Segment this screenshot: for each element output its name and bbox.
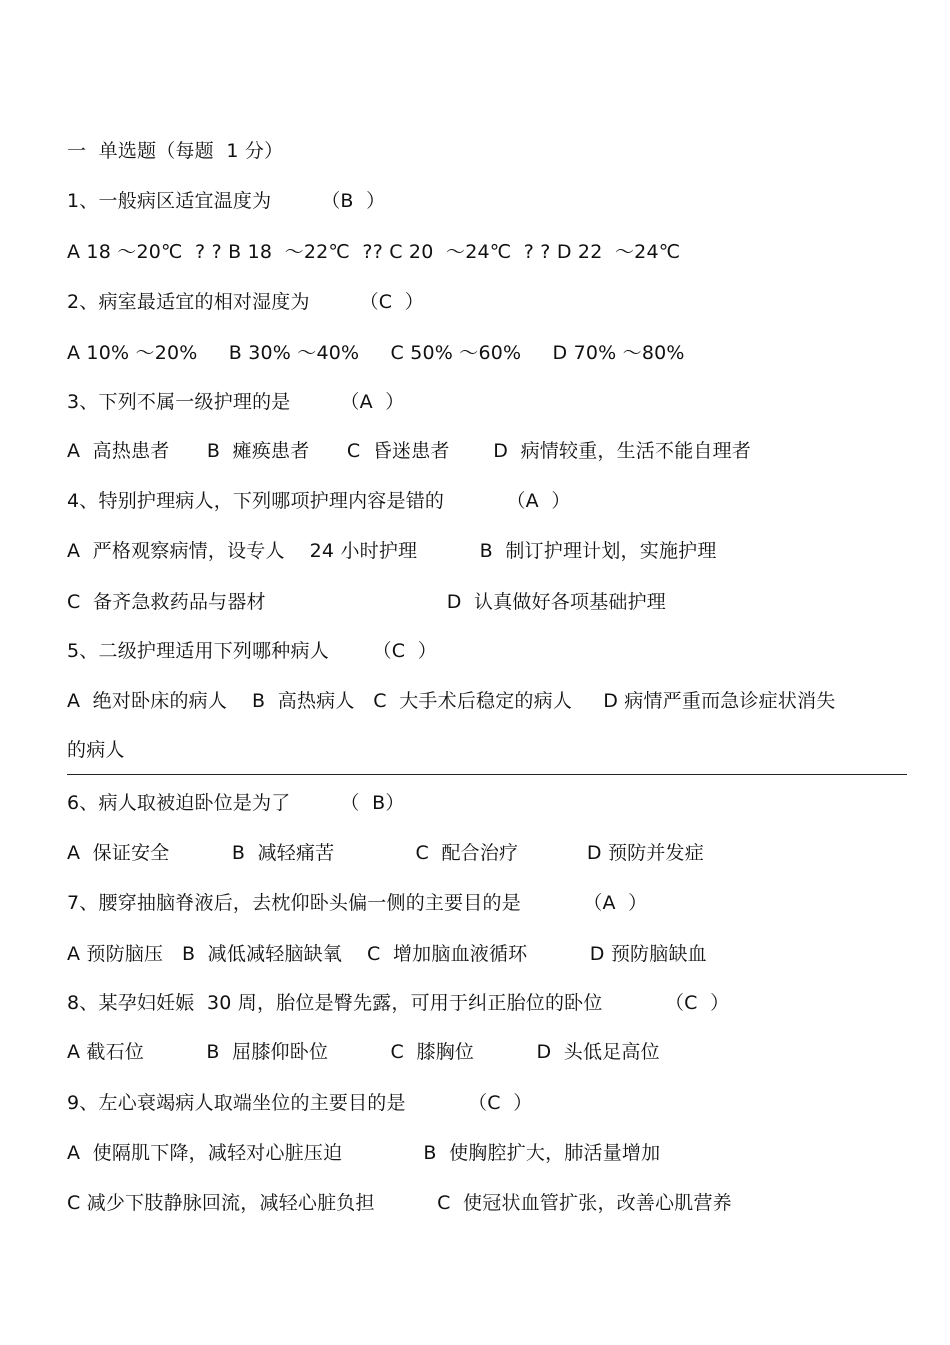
question-2: 2、病室最适宜的相对湿度为 （C ） xyxy=(67,291,424,313)
question-9-options-1: A 使隔肌下降，减轻对心脏压迫 B 使胸腔扩大，肺活量增加 xyxy=(67,1142,661,1164)
question-3: 3、下列不属一级护理的是 （A ） xyxy=(67,391,405,413)
question-4-options-2: C 备齐急救药品与器材 D 认真做好各项基础护理 xyxy=(67,591,667,613)
question-4: 4、特别护理病人，下列哪项护理内容是错的 （A ） xyxy=(67,490,571,512)
question-1: 1、一般病区适宜温度为 （B ） xyxy=(67,190,386,212)
question-5-options: A 绝对卧床的病人 B 高热病人 C 大手术后稳定的病人 D 病情严重而急诊症状消失 xyxy=(67,690,836,712)
question-5-options-cont: 的病人 xyxy=(67,739,125,761)
page-divider xyxy=(67,774,907,775)
question-1-options: A 18 ～20℃ ? ? B 18 ～22℃ ?? C 20 ～24℃ ? ? D 22 ～24℃ xyxy=(67,241,681,263)
question-7-options: A 预防脑压 B 减低减轻脑缺氧 C 增加脑血液循环 D 预防脑缺血 xyxy=(67,943,707,965)
question-3-options: A 高热患者 B 瘫痪患者 C 昏迷患者 D 病情较重，生活不能自理者 xyxy=(67,440,751,462)
section-heading: 一 单选题（每题 1 分） xyxy=(67,140,284,162)
question-7: 7、腰穿抽脑脊液后，去枕仰卧头偏一侧的主要目的是 （A ） xyxy=(67,892,648,914)
question-4-options-1: A 严格观察病情，设专人 24 小时护理 B 制订护理计划，实施护理 xyxy=(67,540,717,562)
question-5: 5、二级护理适用下列哪种病人 （C ） xyxy=(67,640,437,662)
question-2-options: A 10% ～20% B 30% ～40% C 50% ～60% D 70% ～80% xyxy=(67,342,685,364)
question-6: 6、病人取被迫卧位是为了 （ B） xyxy=(67,792,405,814)
question-8: 8、某孕妇妊娠 30 周，胎位是臀先露，可用于纠正胎位的卧位 （C ） xyxy=(67,992,730,1014)
question-9: 9、左心衰竭病人取端坐位的主要目的是 （C ） xyxy=(67,1092,533,1114)
question-9-options-2: C 减少下肢静脉回流，减轻心脏负担 C 使冠状血管扩张，改善心肌营养 xyxy=(67,1192,732,1214)
question-8-options: A 截石位 B 屈膝仰卧位 C 膝胸位 D 头低足高位 xyxy=(67,1041,660,1063)
question-6-options: A 保证安全 B 减轻痛苦 C 配合治疗 D 预防并发症 xyxy=(67,842,704,864)
